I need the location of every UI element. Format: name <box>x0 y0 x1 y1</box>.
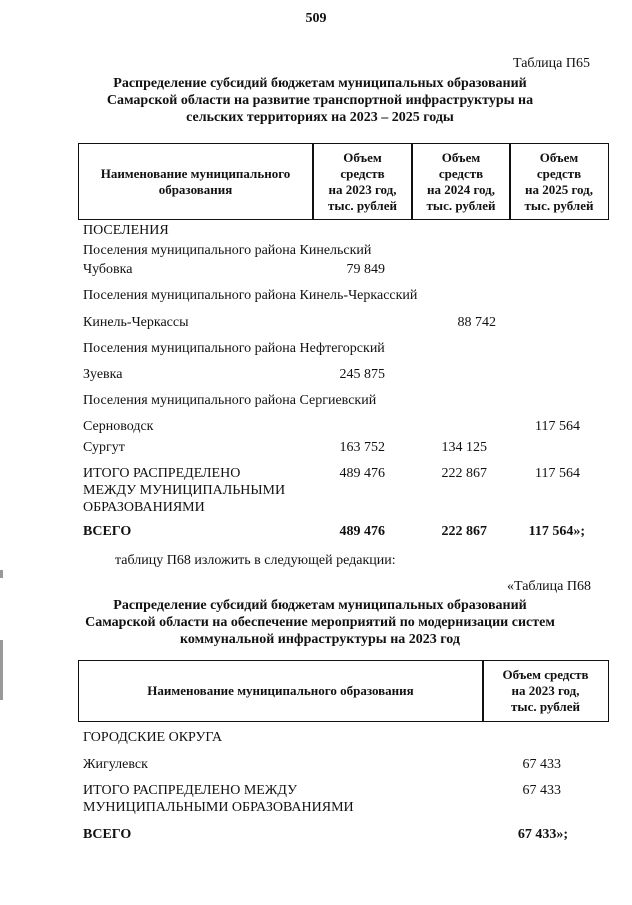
table-row-kinelsky-district: Поселения муниципального района Кинельский <box>83 243 372 258</box>
table-row-zuevka: Зуевка <box>83 367 123 382</box>
table-row-zhigulevsk: Жигулевск <box>83 757 148 772</box>
scan-margin-mark <box>0 640 3 700</box>
header-volume-2025: Объем средств на 2025 год, тыс. рублей <box>524 149 594 213</box>
header-municipality-name: Наименование муниципального образования <box>147 683 414 698</box>
table-row-subtotal: ИТОГО РАСПРЕДЕЛЕНО МЕЖДУ МУНИЦИПАЛЬНЫМИ ОБРАЗОВАНИЯМИ <box>83 783 354 815</box>
table-row-kinel-cherkassky-district: Поселения муниципального района Кинель-Черкасский <box>83 288 418 303</box>
header-volume-2024: Объем средств на 2024 год, тыс. рублей <box>426 149 496 213</box>
table-row-total: ВСЕГО <box>83 524 132 539</box>
table-row-settlements: ПОСЕЛЕНИЯ <box>83 223 169 238</box>
table-row-kinel-cherkassy: Кинель-Черкассы <box>83 315 189 330</box>
table-p65-header <box>78 143 609 220</box>
table-row-sergievsky-district: Поселения муниципального района Сергиевский <box>83 393 377 408</box>
value-zuevka-2023: 245 875 <box>339 367 385 382</box>
table-p68-title: Распределение субсидий бюджетам муниципальных образований Самарской области на обеспечение мероприятий по модернизации систем коммунальной инфраструктуры на 2023 год <box>85 598 555 647</box>
table-row-total: ВСЕГО <box>83 827 132 842</box>
page-number: 509 <box>305 11 327 26</box>
table-row-sernovodsk: Серноводск <box>83 419 154 434</box>
value-kinel-cherkassy-2024: 88 742 <box>457 315 496 330</box>
header-municipality-name: Наименование муниципального образования <box>100 165 291 197</box>
value-total-2025: 117 564»; <box>528 524 585 539</box>
value-subtotal-2025: 117 564 <box>535 466 580 481</box>
table-row-neftegorsky-district: Поселения муниципального района Нефтегорский <box>83 341 385 356</box>
value-sernovodsk-2025: 117 564 <box>535 419 580 434</box>
instruction-text: таблицу П68 изложить в следующей редакции: <box>115 553 396 568</box>
table-row-chubovka: Чубовка <box>83 262 133 277</box>
table-p65-label: Таблица П65 <box>513 56 590 71</box>
header-volume-2023: Объем средств на 2023 год, тыс. рублей <box>502 667 589 714</box>
value-surgut-2023: 163 752 <box>339 440 385 455</box>
table-p65-title: Распределение субсидий бюджетам муниципальных образований Самарской области на развитие транспортной инфраструктуры на сельских территориях на 2023 – 2025 годы <box>106 76 534 125</box>
table-p68-header <box>78 660 609 722</box>
table-p68-label: «Таблица П68 <box>507 579 591 594</box>
value-total-2023: 489 476 <box>339 524 385 539</box>
value-subtotal-2024: 222 867 <box>441 466 487 481</box>
value-chubovka-2023: 79 849 <box>346 262 385 277</box>
value-total-2023: 67 433»; <box>517 827 568 842</box>
header-volume-2023: Объем средств на 2023 год, тыс. рублей <box>328 149 397 213</box>
value-zhigulevsk-2023: 67 433 <box>522 757 561 772</box>
value-total-2024: 222 867 <box>441 524 487 539</box>
value-subtotal-2023: 489 476 <box>339 466 385 481</box>
table-row-surgut: Сургут <box>83 440 125 455</box>
scan-margin-mark <box>0 570 3 578</box>
table-row-city-districts: ГОРОДСКИЕ ОКРУГА <box>83 730 223 745</box>
value-surgut-2024: 134 125 <box>441 440 487 455</box>
table-row-subtotal: ИТОГО РАСПРЕДЕЛЕНО МЕЖДУ МУНИЦИПАЛЬНЫМИ ОБРАЗОВАНИЯМИ <box>83 466 286 515</box>
value-subtotal-2023: 67 433 <box>522 783 561 798</box>
